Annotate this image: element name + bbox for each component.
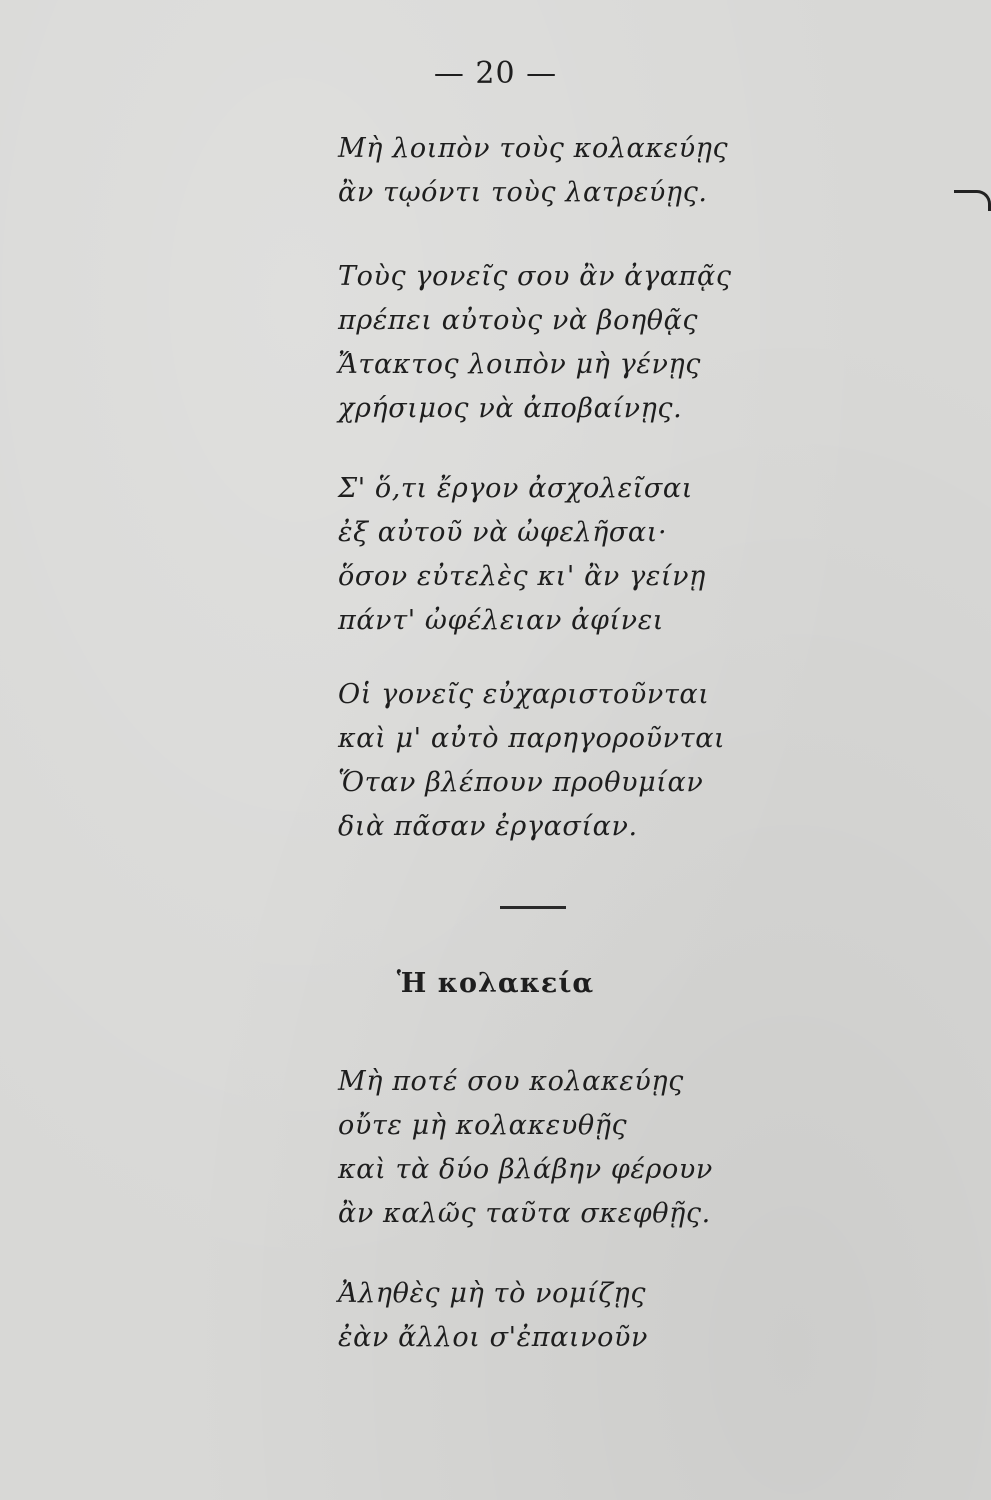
verse-line: Μὴ λοιπὸν τοὺς κολακεύῃς xyxy=(338,133,729,164)
stanza-2 xyxy=(338,255,732,431)
verse-line: ἐξ αὐτοῦ νὰ ὠφελῆσαι· xyxy=(338,517,668,548)
verse-line: ὅσον εὐτελὲς κι' ἂν γείνῃ xyxy=(338,561,706,592)
verse-line: ἂν τῳόντι τοὺς λατρεύῃς. xyxy=(338,177,708,208)
verse-line: πρέπει αὐτοὺς νὰ βοηθᾷς xyxy=(338,305,699,336)
page-edge-mark xyxy=(954,190,991,211)
verse-line: Ὅταν βλέπουν προθυμίαν xyxy=(338,767,704,798)
verse-line: Οἱ γονεῖς εὐχαριστοῦνται xyxy=(338,679,710,710)
section-heading: Ἡ κολακεία xyxy=(396,968,595,999)
stanza-3 xyxy=(338,467,706,643)
section-divider xyxy=(500,906,566,909)
verse-line: ἂν καλῶς ταῦτα σκεφθῇς. xyxy=(338,1198,711,1229)
verse-line: Σ' ὅ,τι ἔργον ἀσχολεῖσαι xyxy=(338,473,693,504)
stanza-1 xyxy=(338,127,728,215)
verse-line: Ἀληθὲς μὴ τὸ νομίζῃς xyxy=(338,1278,647,1309)
stanza-4 xyxy=(338,673,725,849)
verse-line: Ἄτακτος λοιπὸν μὴ γένῃς xyxy=(338,349,701,380)
page-number: — 20 — xyxy=(433,56,558,91)
verse-line: Μὴ ποτέ σου κολακεύῃς xyxy=(338,1066,684,1097)
stanza-6 xyxy=(338,1272,648,1360)
verse-line: διὰ πᾶσαν ἐργασίαν. xyxy=(338,811,638,842)
verse-line: καὶ μ' αὐτὸ παρηγοροῦνται xyxy=(338,723,726,754)
verse-line: καὶ τὰ δύο βλάβην φέρουν xyxy=(338,1154,713,1185)
verse-line: χρήσιμος νὰ ἀποβαίνῃς. xyxy=(338,393,683,424)
verse-line: Τοὺς γονεῖς σου ἂν ἀγαπᾷς xyxy=(338,261,732,292)
verse-line: πάντ' ὠφέλειαν ἀφίνει xyxy=(338,605,664,636)
verse-line: οὔτε μὴ κολακευθῇς xyxy=(338,1110,628,1141)
verse-line: ἐὰν ἄλλοι σ'ἐπαινοῦν xyxy=(338,1322,649,1353)
stanza-5 xyxy=(338,1060,713,1236)
